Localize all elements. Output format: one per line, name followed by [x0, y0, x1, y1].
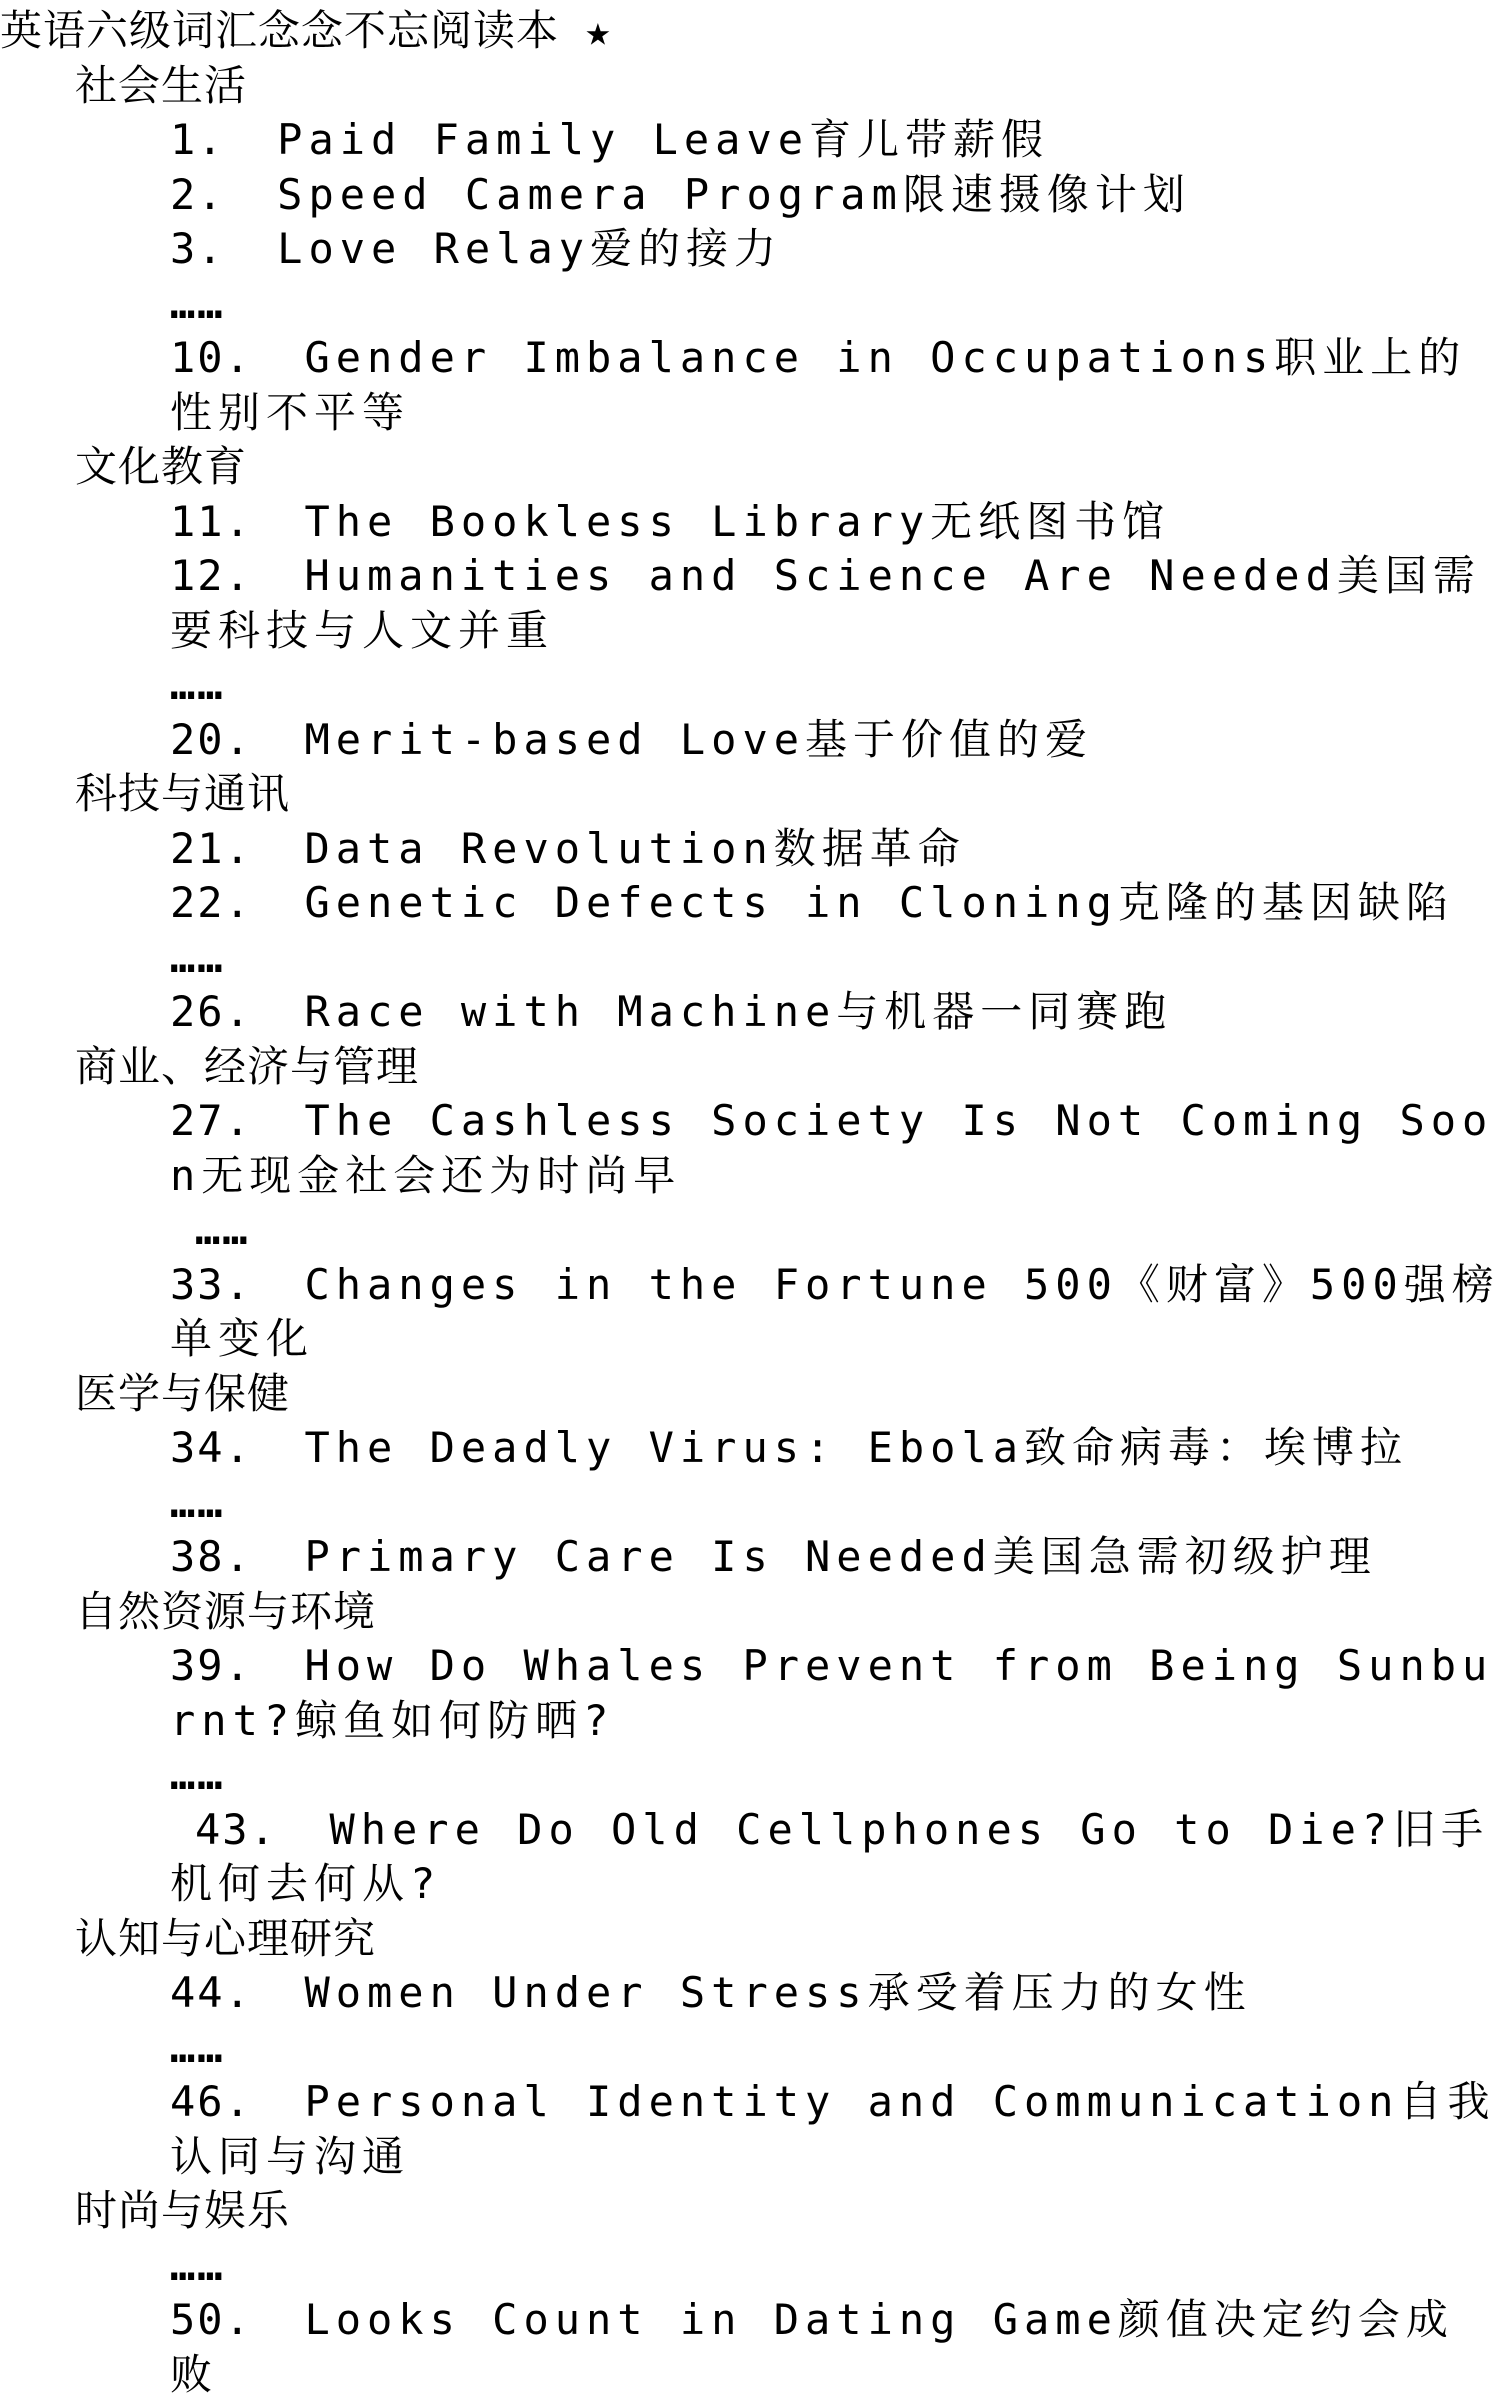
toc-entry[interactable] [0, 222, 1500, 277]
toc-entry[interactable] [0, 1639, 1500, 1748]
section-heading: 文化教育 [0, 440, 1500, 495]
entry-number: 22. [170, 878, 252, 927]
toc-entry[interactable] [0, 168, 1500, 223]
entry-title: Primary Care Is Needed美国急需初级护理 [304, 1532, 1376, 1581]
toc-entry[interactable] [0, 1258, 1500, 1367]
entry-title: The Cashless Society Is Not Coming Soon无现金社会还为时尚早 [170, 1096, 1493, 1200]
entry-title: The Bookless Library无纸图书馆 [304, 497, 1170, 546]
entry-title: Paid Family Leave育儿带薪假 [277, 115, 1049, 164]
entry-number: 43. [195, 1805, 277, 1854]
section-heading: 科技与通讯 [0, 767, 1500, 822]
page-title: 英语六级词汇念念不忘阅读本 ★ [0, 4, 1500, 59]
toc-entry[interactable] [0, 713, 1500, 768]
ellipsis: …… [0, 1203, 1500, 1258]
entry-title: The Deadly Virus: Ebola致命病毒：埃博拉 [304, 1423, 1408, 1472]
toc-entry[interactable] [0, 1803, 1500, 1912]
ellipsis: …… [0, 2021, 1500, 2076]
ellipsis: …… [0, 277, 1500, 332]
toc-entry[interactable] [0, 2075, 1500, 2184]
entry-title: Women Under Stress承受着压力的女性 [304, 1968, 1251, 2017]
ellipsis: …… [0, 2239, 1500, 2294]
table-of-contents [0, 4, 1500, 2402]
entry-title: Gender Imbalance in Occupations职业上的性别不平等 [170, 333, 1466, 437]
toc-entry[interactable] [0, 495, 1500, 550]
entry-number: 39. [170, 1641, 252, 1690]
section-heading: 时尚与娱乐 [0, 2184, 1500, 2239]
toc-entry[interactable] [0, 331, 1500, 440]
toc-entry[interactable] [0, 1094, 1500, 1203]
entry-title: Genetic Defects in Cloning克隆的基因缺陷 [304, 878, 1453, 927]
section-heading: 自然资源与环境 [0, 1585, 1500, 1640]
entry-number: 21. [170, 824, 252, 873]
entry-title: Speed Camera Program限速摄像计划 [277, 170, 1191, 219]
entry-number: 12. [170, 551, 252, 600]
toc-entry[interactable] [0, 1421, 1500, 1476]
section-heading: 社会生活 [0, 59, 1500, 114]
entry-title: Where Do Old Cellphones Go to Die?旧手机何去何从? [170, 1805, 1489, 1909]
entry-number: 20. [170, 715, 252, 764]
entry-title: Love Relay爱的接力 [277, 224, 782, 273]
toc-entry[interactable] [0, 1530, 1500, 1585]
entry-title: Personal Identity and Communication自我认同与沟通 [170, 2077, 1495, 2181]
entry-number: 34. [170, 1423, 252, 1472]
ellipsis: …… [0, 931, 1500, 986]
toc-entry[interactable] [0, 113, 1500, 168]
toc-entry[interactable] [0, 549, 1500, 658]
entry-title: Changes in the Fortune 500《财富》500强榜单变化 [170, 1260, 1500, 1364]
entry-title: Humanities and Science Are Needed美国需要科技与人文并重 [170, 551, 1481, 655]
entry-number: 27. [170, 1096, 252, 1145]
entry-title: Merit-based Love基于价值的爱 [304, 715, 1093, 764]
entry-number: 50. [170, 2295, 252, 2344]
toc-entry[interactable] [0, 822, 1500, 877]
entry-number: 3. [170, 224, 225, 273]
entry-number: 33. [170, 1260, 252, 1309]
toc-entry[interactable] [0, 1966, 1500, 2021]
entry-number: 26. [170, 987, 252, 1036]
entry-number: 1. [170, 115, 225, 164]
entry-title: Looks Count in Dating Game颜值决定约会成败 [170, 2295, 1454, 2399]
entry-title: Data Revolution数据革命 [304, 824, 965, 873]
entry-number: 10. [170, 333, 252, 382]
section-heading: 医学与保健 [0, 1367, 1500, 1422]
section-heading: 商业、经济与管理 [0, 1040, 1500, 1095]
entry-title: How Do Whales Prevent from Being Sunburnt?鲸鱼如何防晒? [170, 1641, 1493, 1745]
section-heading: 认知与心理研究 [0, 1912, 1500, 1967]
toc-entry[interactable] [0, 876, 1500, 931]
ellipsis: …… [0, 1476, 1500, 1531]
entry-number: 11. [170, 497, 252, 546]
entry-title: Race with Machine与机器一同赛跑 [304, 987, 1172, 1036]
ellipsis: …… [0, 1748, 1500, 1803]
entry-number: 2. [170, 170, 225, 219]
toc-entry[interactable] [0, 985, 1500, 1040]
toc-body [0, 59, 1500, 2402]
entry-number: 44. [170, 1968, 252, 2017]
entry-number: 46. [170, 2077, 252, 2126]
ellipsis: …… [0, 658, 1500, 713]
entry-number: 38. [170, 1532, 252, 1581]
toc-entry[interactable] [0, 2293, 1500, 2402]
